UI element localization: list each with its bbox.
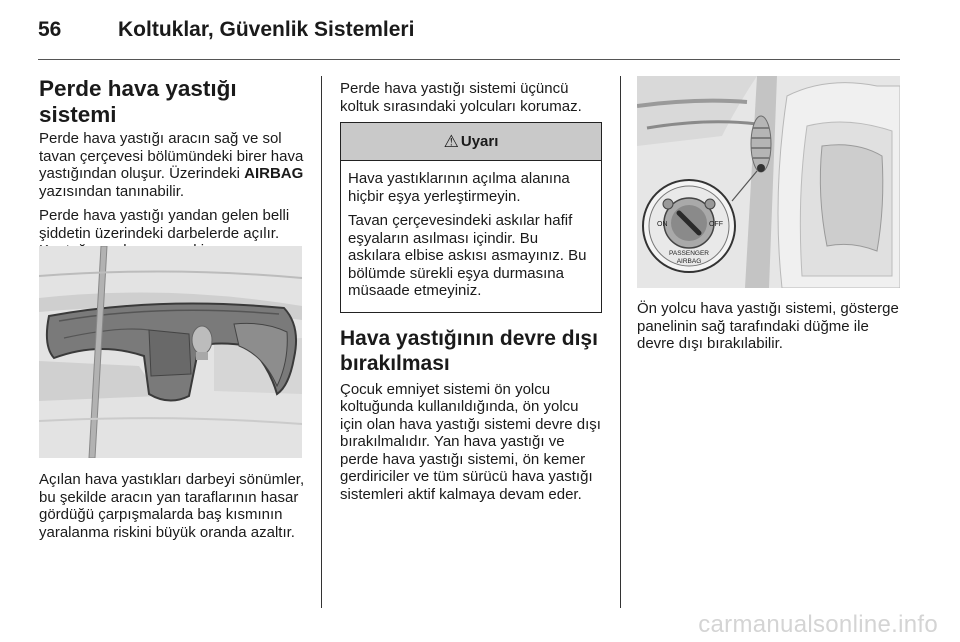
- column-1: [39, 76, 309, 267]
- warning-body: [341, 161, 601, 312]
- warning-title: Uyarı: [460, 132, 499, 150]
- section-heading-deactivation: Hava yastığının devre dışı bırakılması: [340, 326, 598, 375]
- watermark: carmanualsonline.info: [698, 611, 938, 638]
- switch-on-label: ON: [657, 221, 668, 228]
- paragraph-curtain-tail: yazısından tanınabilir.: [39, 182, 185, 200]
- column-1-lower: [39, 471, 309, 548]
- column-divider-1: [321, 76, 322, 608]
- paragraph-deactivation: Çocuk emniyet sistemi ön yolcu koltuğunda kullanıldığında, ön yolcu için olan hava yastığı sistemi devre dışı bırakılmalıdır. Yan hava yastığı ve perde hava yastığı sistemi, ön kemer gerdiriciler ve tüm sürücü hava yastığı sistemleri aktif kalmaya devam eder.: [340, 380, 601, 503]
- column-3: [637, 300, 899, 360]
- airbag-label: AIRBAG: [244, 165, 304, 182]
- switch-airbag-label: AIRBAG: [676, 258, 702, 265]
- column-divider-2: [620, 76, 621, 608]
- warning-header: [341, 123, 601, 161]
- chapter-title: Koltuklar, Güvenlik Sistemleri: [118, 18, 415, 41]
- warning-paragraph-2: Tavan çerçevesindeki askılar hafif eşyaların asılması içindir. Bu askılara elbise askısı asmayınız. Bu bölümde sürekli eşya durmasına müsaade etmeyiniz.: [348, 212, 587, 299]
- section-heading-curtain-airbag: Perde hava yastığı sistemi: [39, 76, 237, 127]
- warning-box: [340, 122, 602, 313]
- switch-passenger-label: PASSENGER: [669, 250, 709, 257]
- page-number: 56: [38, 18, 62, 41]
- paragraph-curtain-text: Perde hava yastığı aracın sağ ve sol tavan çerçevesi bölümündeki birer hava yastığından oluşur. Üzerindeki: [39, 130, 304, 182]
- paragraph-curtain-description: [39, 130, 309, 200]
- switch-off-label: OFF: [709, 221, 723, 228]
- warning-triangle-icon: ⚠: [443, 131, 459, 151]
- airbag-switch-photo: [637, 76, 900, 288]
- warning-paragraph-1: Hava yastıklarının açılma alanına hiçbir eşya yerleştirmeyin.: [348, 170, 570, 205]
- column-2: [340, 80, 602, 510]
- paragraph-passenger-airbag-switch: Ön yolcu hava yastığı sistemi, gösterge panelinin sağ tarafındaki düğme ile devre dışı bırakılabilir.: [637, 300, 899, 352]
- paragraph-impact-protection: Açılan hava yastıkları darbeyi sönümler, bu şekilde aracın yan taraflarının hasar gördüğü çarpışmalarda baş kısmının yaralanma riskini büyük oranda azaltır.: [39, 471, 305, 541]
- paragraph-deployment: Perde hava yastığı yandan gelen belli şiddetin üzerindeki darbelerde açılır.: [39, 207, 290, 242]
- paragraph-third-row: Perde hava yastığı sistemi üçüncü koltuk sırasındaki yolcuları korumaz.: [340, 80, 582, 115]
- curtain-airbag-photo: [39, 246, 302, 458]
- header-rule: [38, 59, 900, 60]
